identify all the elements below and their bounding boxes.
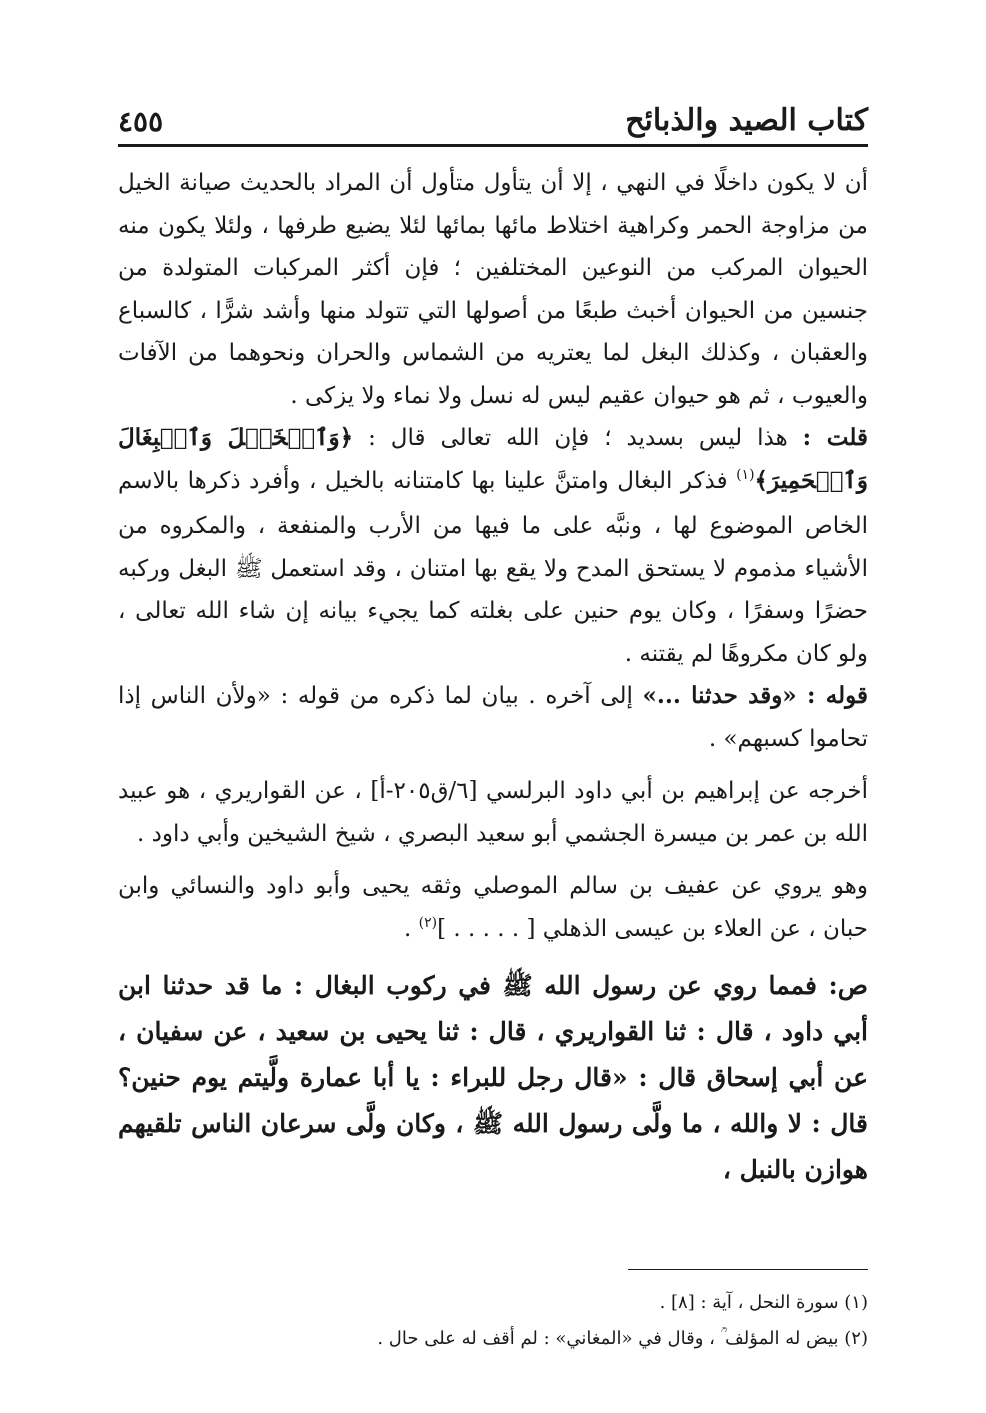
quote-text: إلى آخره . بيان لما ذكره من قوله : «ولأن الناس إذا تحاموا كسبهم» . [118, 683, 868, 752]
footnote-2: (٢) بيض له المؤلف ؒ ، وقال في «المغاني» : لم أقف له على حال . [377, 1328, 868, 1349]
narrator-text: وهو يروي عن عفيف بن سالم الموصلي وثقه يحيى وأبو داود والنسائي وابن حبان ، عن العلاء بن عيسى الذهلي [ . . . . . ] [118, 873, 868, 942]
chapter-title: كتاب الصيد والذبائح [625, 103, 868, 138]
paragraph-takhrij: أخرجه عن إبراهيم بن أبي داود البرلسي [٦/ق٢٠٥-أ] ، عن القواريري ، هو عبيد الله بن عمر بن ميسرة الجشمي أبو سعيد البصري ، شيخ الشيخين وأبي داود . [118, 778, 869, 847]
footnotes [118, 1285, 868, 1357]
response-text-a: هذا ليس بسديد ؛ فإن الله تعالى قال : [353, 425, 803, 451]
page-number: ٤٥٥ [118, 105, 164, 138]
footnote-ref-1: (١) [736, 466, 755, 483]
page-body [118, 162, 868, 1193]
paragraph-commentary: أن لا يكون داخلًا في النهي ، إلا أن يتأول متأول أن المراد بالحديث صيانة الخيل من مزاوجة الحمر وكراهية اختلاط مائها بمائها لئلا يضيع طرفها ، ولئلا يكون منه الحيوان المركب من النوعين المختلفين ؛ فإن أكثر المركبات المتولدة من جنسين من الحيوان أخبث طبعًا من أصولها التي تتولد منها وأشد شرًّا ، كالسباع والعقبان ، وكذلك البغل لما يعتريه من الشماس والحران ونحوهما من الآفات والعيوب ، ثم هو حيوان عقيم ليس له نسل ولا نماء ولا يزكى . [118, 170, 868, 409]
footnote-1: (١) سورة النحل ، آية : [٨] . [659, 1292, 868, 1313]
paragraph-quote [118, 675, 868, 760]
page-header [118, 88, 868, 138]
quran-verse: ﴿وَٱلۡخَيۡلَ وَٱلۡبِغَالَ وَٱلۡحَمِيرَ﴾ [118, 424, 868, 494]
quote-lead: قوله : «وقد حدثنا ...» [642, 682, 868, 709]
header-rule [118, 144, 868, 147]
footnote-ref-2: (٢) [418, 914, 438, 931]
paragraph-response [118, 417, 868, 675]
paragraph-hadith: ص: فمما روي عن رسول الله ﷺ في ركوب البغال : ما قد حدثنا ابن أبي داود ، قال : ثنا القواريري ، قال : ثنا يحيى بن سعيد ، عن سفيان ، عن أبي إسحاق قال : «قال رجل للبراء : يا أبا عمارة ولَّيتم يوم حنين؟ قال : لا والله ، ما ولَّى رسول الله ﷺ ، وكان ولَّى سرعان الناس تلقيهم هوازن بالنبل ، [118, 971, 868, 1184]
narrator-end: . [403, 915, 419, 942]
response-lead: قلت : [802, 424, 868, 451]
response-text-b: فذكر البغال وامتنَّ علينا بها كامتنانه بالخيل ، وأفرد ذكرها بالاسم الخاص الموضوع لها ، ونبَّه على ما فيها من الأرب والمنفعة ، والمكروه من الأشياء مذموم لا يستحق المدح ولا يقع بها امتنان ، وقد استعمل ﷺ البغل وركبه حضرًا وسفرًا ، وكان يوم حنين على بغلته كما يجيء بيانه إن شاء الله تعالى ، ولو كان مكروهًا لم يقتنه . [118, 467, 868, 667]
paragraph-narrator [118, 865, 868, 953]
footnote-rule [628, 1269, 868, 1270]
